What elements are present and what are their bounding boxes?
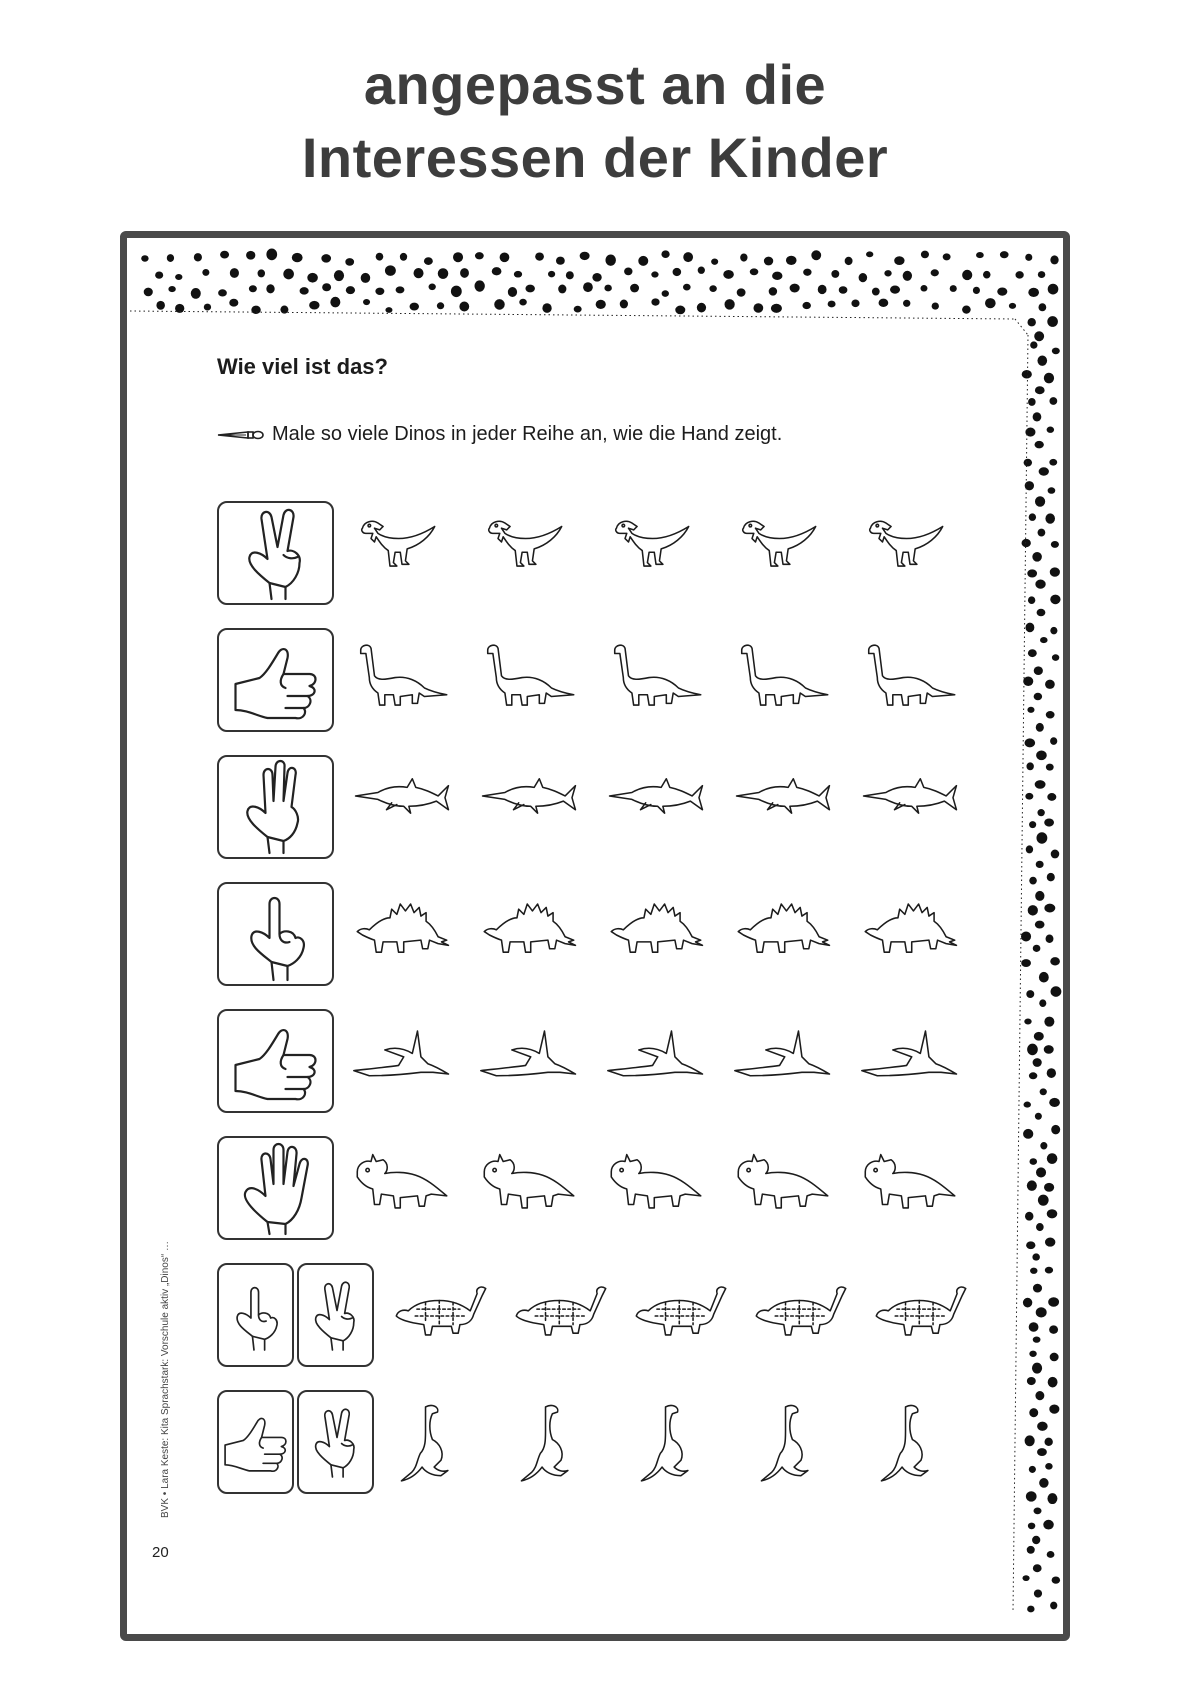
hand-box xyxy=(217,501,334,605)
plesiosaurus-icon[interactable] xyxy=(622,1400,740,1486)
t-rex-icon[interactable] xyxy=(342,511,462,597)
t-rex-icon[interactable] xyxy=(596,511,716,597)
two-fingers-hand-icon xyxy=(299,1392,372,1492)
triceratops-icon[interactable] xyxy=(850,1146,970,1232)
t-rex-icon[interactable] xyxy=(469,511,589,597)
brush-icon xyxy=(216,427,264,443)
headline-line-2: Interessen der Kinder xyxy=(301,126,889,189)
ankylosaurus-icon[interactable] xyxy=(382,1273,500,1359)
hand-box xyxy=(297,1263,374,1367)
ichthyosaurus-icon[interactable] xyxy=(850,765,970,851)
stegosaurus-icon[interactable] xyxy=(596,892,716,978)
one-finger-hand-icon xyxy=(219,884,332,984)
pteranodon-icon[interactable] xyxy=(596,1019,716,1105)
stegosaurus-icon[interactable] xyxy=(342,892,462,978)
pteranodon-icon[interactable] xyxy=(723,1019,843,1105)
t-rex-icon[interactable] xyxy=(850,511,970,597)
thumb-up-hand-icon xyxy=(219,630,332,730)
pteranodon-icon[interactable] xyxy=(850,1019,970,1105)
thumb-up-hand-icon xyxy=(219,1011,332,1111)
stegosaurus-icon[interactable] xyxy=(723,892,843,978)
one-finger-hand-icon xyxy=(219,1265,292,1365)
ankylosaurus-icon[interactable] xyxy=(502,1273,620,1359)
hand-box xyxy=(217,1390,294,1494)
hand-box xyxy=(297,1390,374,1494)
instruction-text: Male so viele Dinos in jeder Reihe an, wie die Hand zeigt. xyxy=(272,423,783,445)
hand-box xyxy=(217,1136,334,1240)
headline-line-1: angepasst an die xyxy=(363,53,827,116)
stegosaurus-icon[interactable] xyxy=(850,892,970,978)
ichthyosaurus-icon[interactable] xyxy=(342,765,462,851)
copyright-credit: BVK • Lara Keste: Kita Sprachstark: Vorschule aktiv „Dinos“ … xyxy=(160,1241,171,1518)
brachiosaurus-icon[interactable] xyxy=(342,638,462,724)
page-number: 20 xyxy=(152,1544,169,1561)
brachiosaurus-icon[interactable] xyxy=(850,638,970,724)
ichthyosaurus-icon[interactable] xyxy=(469,765,589,851)
ichthyosaurus-icon[interactable] xyxy=(723,765,843,851)
triceratops-icon[interactable] xyxy=(723,1146,843,1232)
pteranodon-icon[interactable] xyxy=(469,1019,589,1105)
hand-box xyxy=(217,882,334,986)
worksheet-title: Wie viel ist das? xyxy=(217,354,388,379)
ankylosaurus-icon[interactable] xyxy=(622,1273,740,1359)
ankylosaurus-icon[interactable] xyxy=(742,1273,860,1359)
plesiosaurus-icon[interactable] xyxy=(502,1400,620,1486)
brachiosaurus-icon[interactable] xyxy=(469,638,589,724)
ankylosaurus-icon[interactable] xyxy=(862,1273,980,1359)
plesiosaurus-icon[interactable] xyxy=(382,1400,500,1486)
hand-box xyxy=(217,1009,334,1113)
two-fingers-hand-icon xyxy=(299,1265,372,1365)
plesiosaurus-icon[interactable] xyxy=(862,1400,980,1486)
hand-box xyxy=(217,1263,294,1367)
triceratops-icon[interactable] xyxy=(342,1146,462,1232)
t-rex-icon[interactable] xyxy=(723,511,843,597)
two-fingers-hand-icon xyxy=(219,503,332,603)
brachiosaurus-icon[interactable] xyxy=(723,638,843,724)
three-fingers-hand-icon xyxy=(219,757,332,857)
thumb-up-hand-icon xyxy=(219,1392,292,1492)
triceratops-icon[interactable] xyxy=(469,1146,589,1232)
worksheet-instruction xyxy=(216,423,782,446)
ichthyosaurus-icon[interactable] xyxy=(596,765,716,851)
pteranodon-icon[interactable] xyxy=(342,1019,462,1105)
open-hand-icon xyxy=(219,1138,332,1238)
hand-box xyxy=(217,755,334,859)
brachiosaurus-icon[interactable] xyxy=(596,638,716,724)
triceratops-icon[interactable] xyxy=(596,1146,716,1232)
plesiosaurus-icon[interactable] xyxy=(742,1400,860,1486)
hand-box xyxy=(217,628,334,732)
stegosaurus-icon[interactable] xyxy=(469,892,589,978)
